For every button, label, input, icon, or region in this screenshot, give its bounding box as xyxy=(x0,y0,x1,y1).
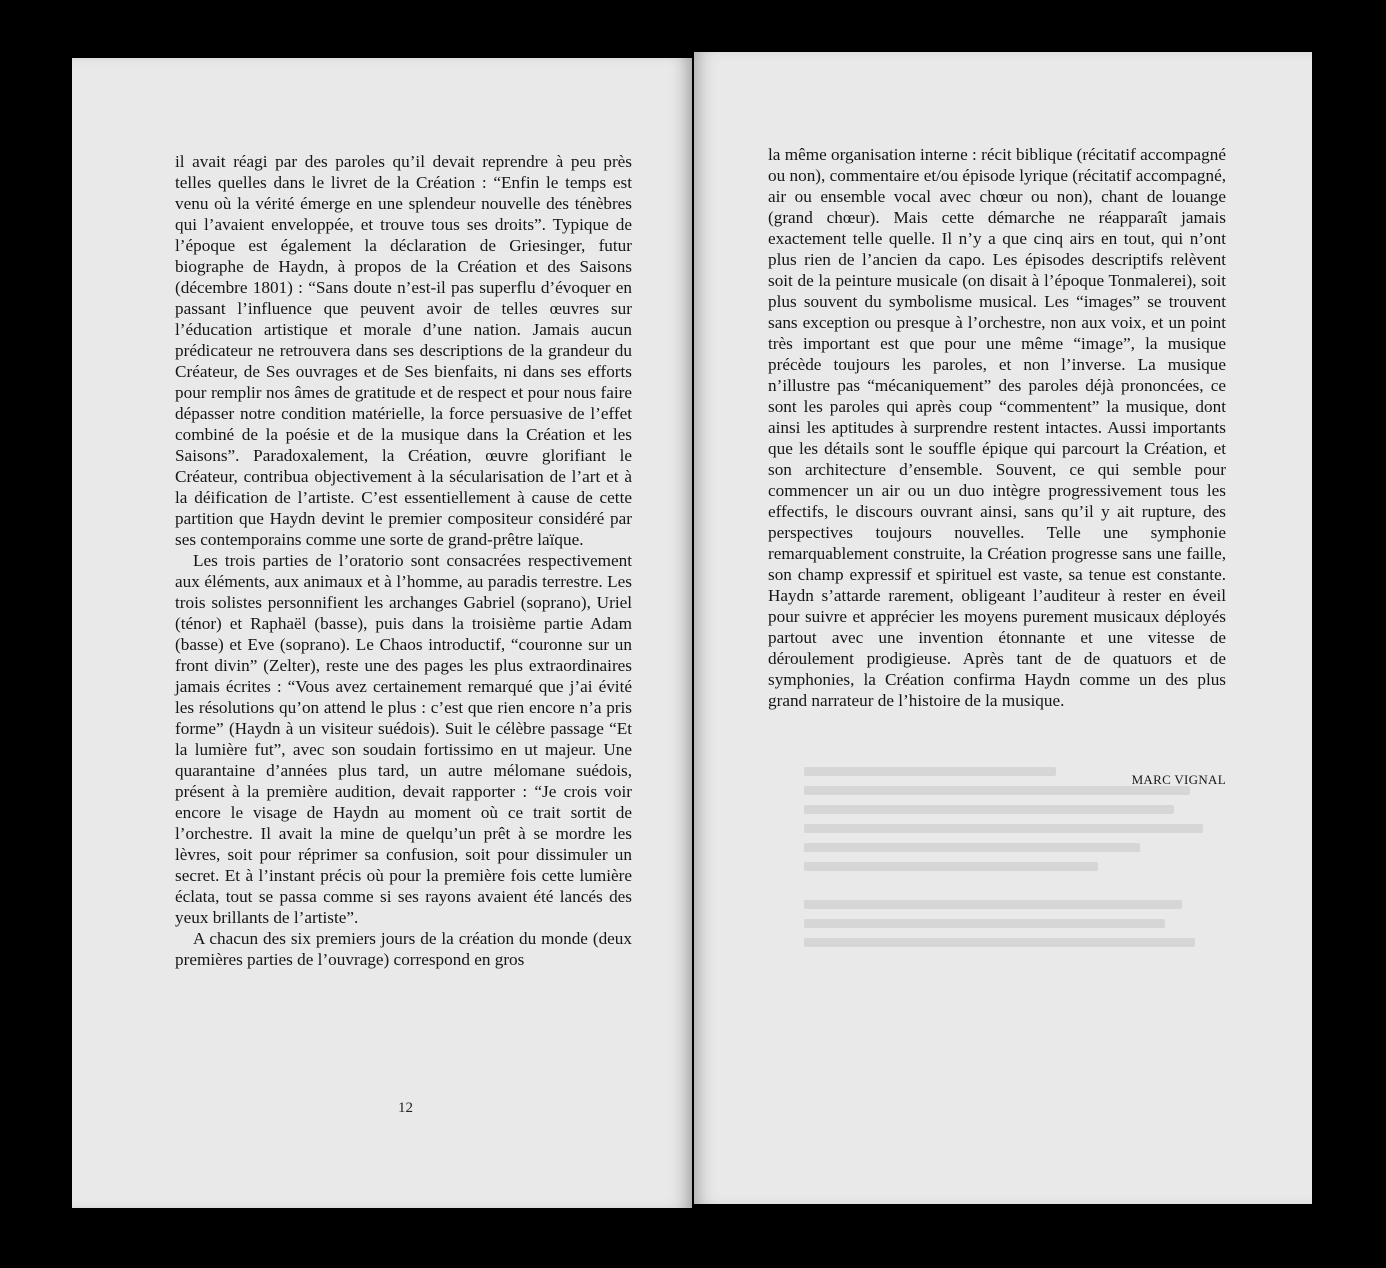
author-signature: MARC VIGNAL xyxy=(1131,772,1226,787)
left-paragraph-1: il avait réagi par des paroles qu’il devait reprendre à peu près telles quelles dans le livret de la Création : “Enfin le temps est venu où la vérité émerge en une splendeur nouvelle des ténèbres qui l’avaient enveloppée, et trouve tous ses droits”. Typique de l’époque est également la déclaration de Griesinger, futur biographe de Haydn, à propos de la Création et des Saisons (décembre 1801) : “Sans doute n’est-il pas superflu d’évoquer en passant l’influence que peuvent avoir de telles œuvres sur l’éducation artistique et morale d’une nation. Jamais aucun prédicateur ne retrouvera dans ses descriptions de la grandeur du Créateur, de Ses ouvrages et de Ses bienfaits, ni dans ses efforts pour remplir nos âmes de gratitude et de respect et pour nous faire dépasser notre condition matérielle, la force persuasive de l’effet combiné de la poésie et de la musique dans la Création et les Saisons”. Paradoxalement, la Création, œuvre glorifiant le Créateur, contribua objectivement à la sécularisation de l’art et à la déification de l’artiste. C’est essentiellement à cause de cette partition que Haydn devint le premier compositeur considéré par ses contemporains comme une sorte de grand-prêtre laïque. xyxy=(175,152,632,549)
right-page xyxy=(694,52,1312,1204)
right-paragraph-1: la même organisation interne : récit biblique (récitatif accompagné ou non), commentaire et/ou épisode lyrique (récitatif accompagné, air ou ensemble vocal avec chœur ou non), chant de louange (grand chœur). Mais cette démarche ne réapparaît jamais exactement telle quelle. Il n’y a que cinq airs en tout, qui n’ont plus rien de l’ancien da capo. Les épisodes descriptifs relèvent soit de la peinture musicale (on disait à l’époque Tonmalerei), soit plus souvent du symbolisme musical. Les “images” se trouvent sans exception ou presque à l’orchestre, non aux voix, et un point très important est que pour une même “image”, la musique précède toujours les paroles, et non l’inverse. La musique n’illustre pas “mécaniquement” des paroles déjà prononcées, ce sont les paroles qui après coup “commentent” la musique, dont ainsi les aptitudes à surprendre restent intactes. Aussi importants que les détails sont le souffle épique qui parcourt la Création, et son architecture d’ensemble. Souvent, ce qui semble pour commencer un air ou un duo intègre progressivement tous les effectifs, le discours ouvrant ainsi, sans qu’il y ait rupture, des perspectives toujours nouvelles. Telle une symphonie remarquablement construite, la Création progresse sans une faille, son champ expressif et spirituel est vaste, sa tenue est constante. Haydn s’attarde rarement, obligeant l’auditeur à rester en éveil pour suivre et apprécier les moyens purement musicaux déployés partout avec une invention étonnante et une vitesse de déroulement prodigieuse. Après tant de de quatuors et de symphonies, la Création confirma Haydn comme un des plus grand narrateur de l’histoire de la musique. xyxy=(768,145,1226,710)
left-page xyxy=(72,58,692,1208)
left-page-text xyxy=(175,151,632,970)
page-number: 12 xyxy=(398,1100,413,1116)
left-paragraph-2: Les trois parties de l’oratorio sont consacrées respectivement aux éléments, aux animaux et à l’homme, au paradis terrestre. Les trois solistes personnifient les archanges Gabriel (soprano), Uriel (ténor) et Raphaël (basse), puis dans la troisième partie Adam (basse) et Eve (soprano). Le Chaos introductif, “couronne sur un front divin” (Zelter), reste une des pages les plus extraordinaires jamais écrites : “Vous avez certainement remarqué que j’ai évité les résolutions qu’on attend le plus : c’est que rien encore n’a pris forme” (Haydn à un visiteur suédois). Suit le célèbre passage “Et la lumière fut”, avec son soudain fortissimo en ut majeur. Une quarantaine d’années plus tard, un autre mélomane suédois, présent à la première audition, devait rapporter : “Je crois voir encore le visage de Haydn au moment où ce trait sortit de l’orchestre. Il avait la mine de quelqu’un prêt à se mordre les lèvres, soit pour réprimer sa confusion, soit pour dissimuler un secret. Et à l’instant précis où pour la première fois cette lumière éclata, tout se passa comme si ses rayons avaient été lancés des yeux brillants de l’artiste”. xyxy=(175,551,632,927)
left-paragraph-3: A chacun des six premiers jours de la création du monde (deux premières parties de l’ouvrage) correspond en gros xyxy=(175,929,632,969)
right-page-text xyxy=(768,144,1226,711)
